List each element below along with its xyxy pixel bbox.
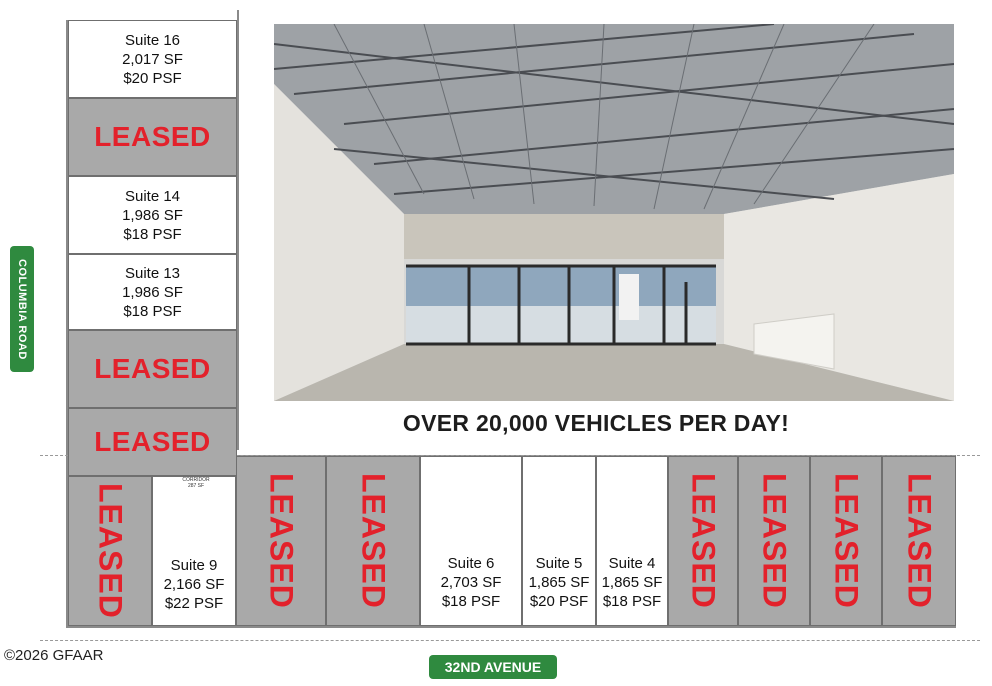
leased-cell-bottom-1 [68,476,152,626]
leased-cell-bottom-3 [326,456,420,626]
suite-16-info [122,31,183,88]
suite-name: Suite 9 [170,557,218,574]
leased-label: LEASED [828,473,865,609]
suite-name: Suite 5 [535,555,583,572]
leased-label: LEASED [685,473,722,609]
leased-label: LEASED [263,473,300,609]
suite-9-cell[interactable] [152,476,236,626]
copyright-notice: ©2026 GFAAR [4,647,104,664]
suite-rate: $20 PSF [529,593,589,610]
suite-6-info [441,554,502,611]
suite-size: 1,986 SF [122,206,183,224]
south-wall [66,626,956,628]
suite-size: 2,703 SF [440,574,502,591]
suite-13-info [122,264,183,321]
suite-rate: $22 PSF [164,595,224,612]
columbia-road-sign [10,246,34,372]
suite-13-cell[interactable] [68,254,237,330]
leased-cell-left-1 [68,98,237,176]
suite-size: 2,017 SF [122,50,183,68]
suite-5-info [529,554,590,611]
leased-label: LEASED [94,426,211,457]
leased-cell-bottom-2 [236,456,326,626]
suite-name: Suite 16 [124,31,181,49]
leased-cell-left-2 [68,330,237,408]
leased-label: LEASED [901,473,938,609]
leased-label: LEASED [756,473,793,609]
suite-rate: $20 PSF [123,69,182,87]
leased-cell-bottom-7 [882,456,956,626]
leased-label: LEASED [355,473,392,609]
suite-4-info [602,554,663,611]
suite-name: Suite 6 [447,555,495,572]
32nd-avenue-sign [429,655,557,679]
suite-rate: $18 PSF [441,593,501,610]
leased-cell-left-3 [68,408,237,476]
32nd-avenue-label: 32ND AVENUE [444,659,542,675]
suite-size: 2,166 SF [163,576,225,593]
suite-5-cell[interactable] [522,456,596,626]
suite-name: Suite 13 [124,264,181,282]
suite-9-info [164,556,225,613]
suite-size: 1,986 SF [122,283,183,301]
corridor-area: 287 SF [187,483,205,489]
leased-label: LEASED [92,483,129,619]
suite-size: 1,865 SF [528,574,590,591]
traffic-headline: OVER 20,000 VEHICLES PER DAY! [402,410,790,436]
leased-cell-bottom-4 [668,456,738,626]
interior-photo [274,24,954,401]
east-wall-upper [237,10,239,450]
columbia-road-label: COLUMBIA ROAD [16,258,28,360]
corridor-label [160,477,232,489]
suite-16-cell[interactable] [68,20,237,98]
suite-name: Suite 4 [608,555,656,572]
leased-cell-bottom-5 [738,456,810,626]
suite-name: Suite 14 [124,187,181,205]
suite-4-cell[interactable] [596,456,668,626]
grid-line [40,640,980,641]
corridor-name: CORRIDOR [182,477,210,483]
suite-rate: $18 PSF [602,593,662,610]
interior-photo-illustration [274,24,954,401]
suite-rate: $18 PSF [123,302,182,320]
leased-cell-bottom-6 [810,456,882,626]
suite-6-cell[interactable] [420,456,522,626]
leased-label: LEASED [94,353,211,384]
suite-14-info [122,187,183,244]
suite-14-cell[interactable] [68,176,237,254]
leased-label: LEASED [94,121,211,152]
suite-size: 1,865 SF [601,574,663,591]
suite-rate: $18 PSF [123,225,182,243]
